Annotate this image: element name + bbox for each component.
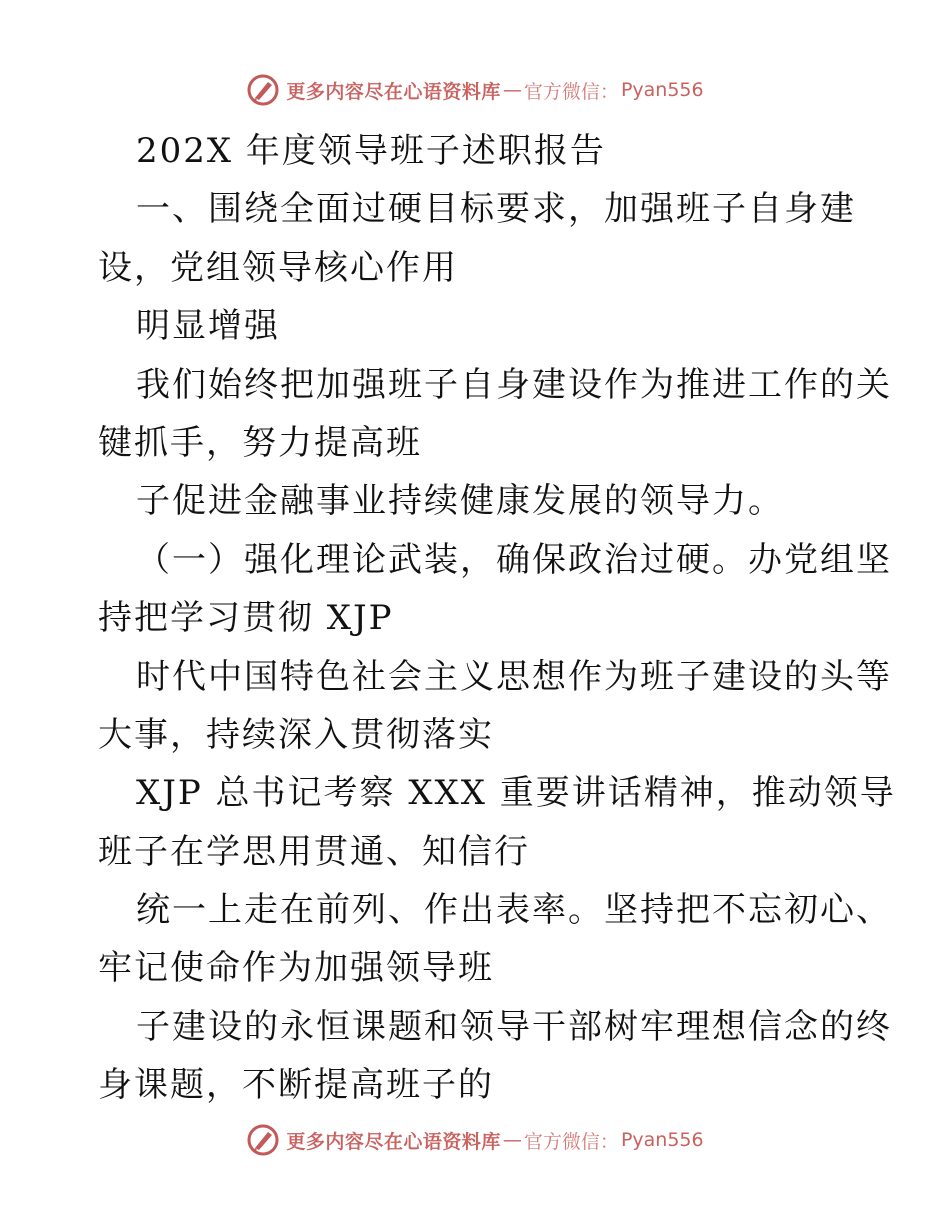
text-line: 键抓手，努力提高班 [98, 422, 422, 463]
text-line: 我们始终把加强班子自身建设作为推进工作的关 [136, 364, 892, 405]
text-line: 牢记使命作为加强领导班 [98, 948, 494, 989]
watermark-title: 更多内容尽在心语资料库 [286, 80, 501, 103]
document-title: 202X 年度领导班子述职报告 [136, 131, 606, 171]
watermark-wechat-label: 官方微信： [523, 1130, 619, 1153]
watermark-title: 更多内容尽在心语资料库 [286, 1130, 501, 1153]
text-line: 大事，持续深入贯彻落实 [98, 714, 494, 755]
text-line: 时代中国特色社会主义思想作为班子建设的头等 [136, 656, 892, 697]
watermark-dash: — [502, 79, 522, 101]
text-line: 子促进金融事业持续健康发展的领导力。 [136, 481, 784, 522]
text-line: 身课题，不断提高班子的 [98, 1065, 494, 1106]
text-line: 设，党组领导核心作用 [98, 247, 458, 288]
text-line: 子建设的永恒课题和领导干部树牢理想信念的终 [136, 1006, 892, 1047]
watermark-footer [0, 1120, 950, 1160]
text-line: XJP 总书记考察 XXX 重要讲话精神，推动领导 [136, 773, 896, 814]
pen-logo-icon [246, 73, 280, 107]
watermark-header [0, 70, 950, 110]
section-heading: 一、围绕全面过硬目标要求，加强班子自身建 [136, 189, 856, 230]
text-line: 明显增强 [136, 306, 280, 347]
watermark-wechat-id: Pyan556 [620, 1129, 704, 1151]
subsection-heading: （一）强化理论武装，确保政治过硬。办党组坚 [136, 539, 892, 580]
text-line: 持把学习贯彻 XJP [98, 598, 394, 639]
pen-logo-icon [246, 1123, 280, 1157]
watermark-wechat-id: Pyan556 [620, 79, 704, 101]
document-body [98, 122, 896, 1115]
watermark-wechat-label: 官方微信： [523, 80, 619, 103]
watermark-dash: — [502, 1129, 522, 1151]
text-line: 统一上走在前列、作出表率。坚持把不忘初心、 [136, 890, 892, 931]
text-line: 班子在学思用贯通、知信行 [98, 831, 530, 872]
